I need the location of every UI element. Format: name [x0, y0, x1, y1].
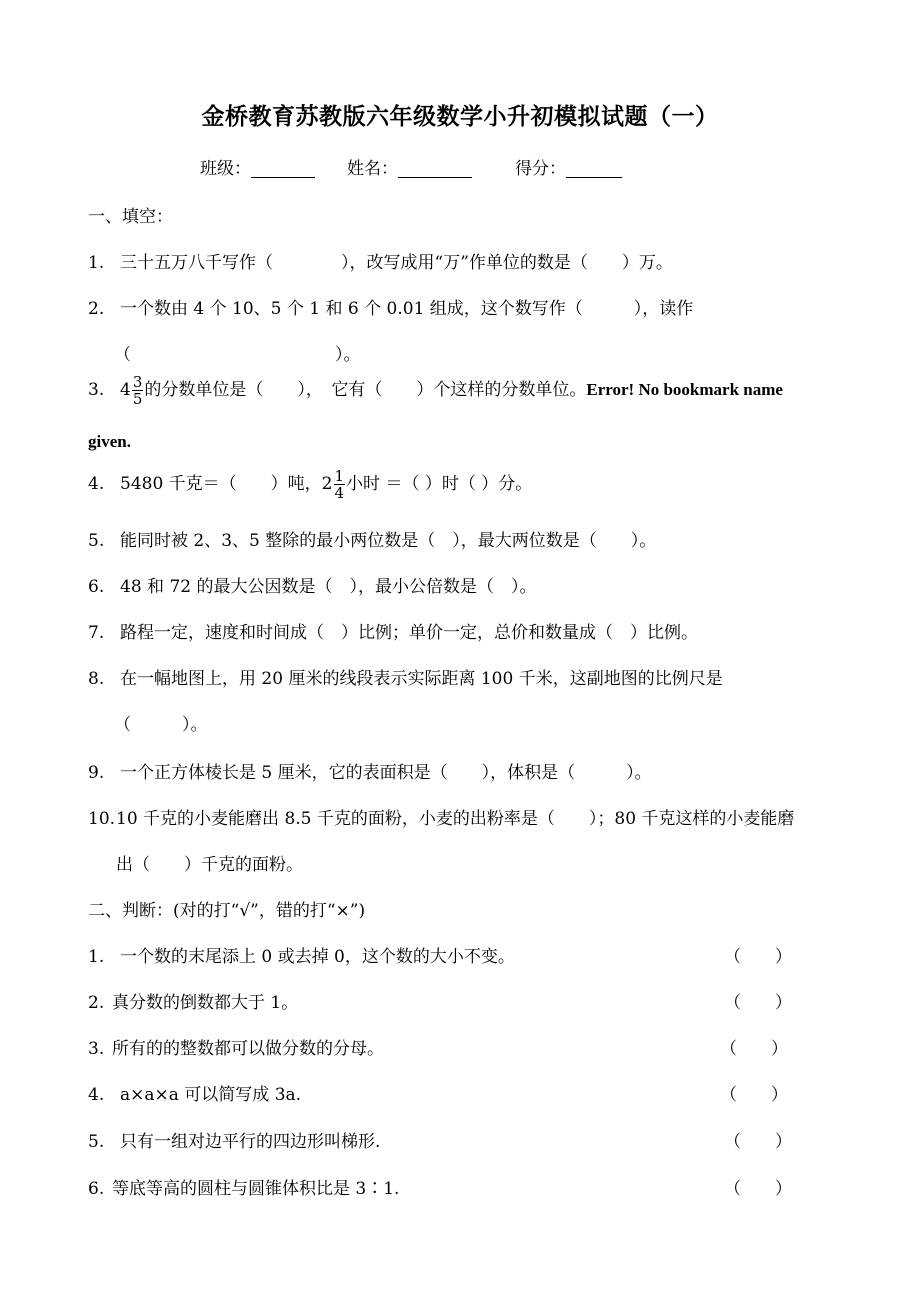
question-number: 3.: [88, 1039, 105, 1059]
question-2: [88, 294, 693, 319]
question-number: 10.: [88, 809, 116, 829]
fraction-denominator: 4: [334, 484, 345, 502]
judgement-item: [88, 1034, 384, 1059]
question-text: 一个正方体棱长是 5 厘米，它的表面积是（ ），体积是（ ）。: [120, 763, 652, 783]
answer-parens[interactable]: （ ）: [724, 1132, 792, 1152]
question-text: 等底等高的圆柱与圆锥体积比是 3∶1.: [112, 1179, 400, 1199]
class-field[interactable]: [200, 154, 315, 179]
question-text: a×a×a 可以简写成 3a.: [120, 1085, 302, 1105]
judgement-item: [88, 1127, 380, 1152]
question-number: 6.: [88, 1179, 105, 1199]
question-1: [88, 248, 673, 273]
fraction-numerator: 3: [132, 373, 143, 391]
question-10: [88, 804, 794, 829]
judgement-item: [88, 942, 515, 967]
question-8-continuation: （ ）。: [114, 715, 208, 735]
question-7: [88, 618, 698, 643]
score-label: 得分：: [515, 159, 566, 179]
question-number: 3.: [88, 380, 105, 400]
question-3: [88, 374, 783, 407]
error-message: Error! No bookmark name: [586, 380, 783, 399]
mixed-number-whole: 4: [120, 380, 131, 400]
question-text: 所有的的整数都可以做分数的分母。: [112, 1039, 384, 1059]
fraction: [334, 468, 346, 501]
name-blank[interactable]: [398, 159, 472, 178]
question-text: 一个数由 4 个 10、5 个 1 和 6 个 0.01 组成，这个数写作（ ），读作: [120, 299, 694, 319]
section-1-heading: 一、填空：: [88, 207, 173, 227]
score-field[interactable]: [515, 154, 622, 179]
answer-parens[interactable]: （ ）: [720, 1085, 788, 1105]
judgement-item: [88, 1080, 301, 1105]
question-number: 7.: [88, 623, 105, 643]
question-text: 能同时被 2、3、5 整除的最小两位数是（ ），最大两位数是（ ）。: [120, 531, 657, 551]
question-number: 2.: [88, 993, 105, 1013]
question-number: 4.: [88, 1085, 105, 1105]
question-text: 一个数的末尾添上 0 或去掉 0，这个数的大小不变。: [120, 947, 515, 967]
question-text-b: 小时 ＝（ ）时（ ）分。: [346, 474, 533, 494]
question-text: 在一幅地图上，用 20 厘米的线段表示实际距离 100 千米，这副地图的比例尺是: [120, 669, 723, 689]
answer-parens[interactable]: （ ）: [720, 1039, 788, 1059]
question-8: [88, 664, 723, 689]
page-title: 金桥教育苏教版六年级数学小升初模拟试题（一）: [201, 103, 719, 130]
question-number: 8.: [88, 669, 105, 689]
question-9: [88, 758, 652, 783]
question-number: 6.: [88, 577, 105, 597]
question-text: 三十五万八千写作（ ），改写成用“万”作单位的数是（ ）万。: [120, 253, 673, 273]
question-text: 10 千克的小麦能磨出 8.5 千克的面粉，小麦的出粉率是（ ）；80 千克这样的小麦能磨: [116, 809, 795, 829]
question-4: [88, 468, 532, 501]
question-2-continuation: （ ）。: [114, 345, 361, 365]
question-number: 1.: [88, 253, 105, 273]
name-field[interactable]: [347, 154, 472, 179]
section-2-heading: 二、判断：(对的打“√”，错的打“×”): [88, 901, 366, 921]
answer-parens[interactable]: （ ）: [724, 1179, 792, 1199]
name-label: 姓名：: [347, 159, 398, 179]
error-message-continuation: given.: [88, 432, 131, 451]
question-text-a: 5480 千克＝（ ）吨，: [120, 474, 322, 494]
question-text: 48 和 72 的最大公因数是（ ），最小公倍数是（ ）。: [120, 577, 537, 597]
answer-parens[interactable]: （ ）: [724, 947, 792, 967]
mixed-number-whole: 2: [321, 474, 333, 494]
judgement-item: [88, 988, 298, 1013]
question-number: 9.: [88, 763, 105, 783]
class-blank[interactable]: [251, 159, 315, 178]
question-number: 5.: [88, 531, 105, 551]
question-text: 真分数的倒数都大于 1。: [112, 993, 299, 1013]
question-text: 路程一定，速度和时间成（ ）比例；单价一定，总价和数量成（ ）比例。: [120, 623, 698, 643]
question-number: 4.: [88, 474, 105, 494]
question-number: 2.: [88, 299, 105, 319]
fraction-denominator: 5: [132, 390, 143, 408]
fraction: [132, 374, 144, 407]
question-text: 只有一组对边平行的四边形叫梯形.: [120, 1132, 381, 1152]
question-text: 的分数单位是（ ）， 它有（ ）个这样的分数单位。: [144, 380, 587, 400]
question-10-continuation: 出（ ）千克的面粉。: [116, 855, 303, 875]
judgement-item: [88, 1174, 399, 1199]
fraction-numerator: 1: [334, 467, 345, 485]
question-6: [88, 572, 536, 597]
score-blank[interactable]: [566, 159, 622, 178]
question-number: 1.: [88, 947, 105, 967]
answer-parens[interactable]: （ ）: [724, 993, 792, 1013]
question-5: [88, 526, 656, 551]
class-label: 班级：: [200, 159, 251, 179]
question-number: 5.: [88, 1132, 105, 1152]
